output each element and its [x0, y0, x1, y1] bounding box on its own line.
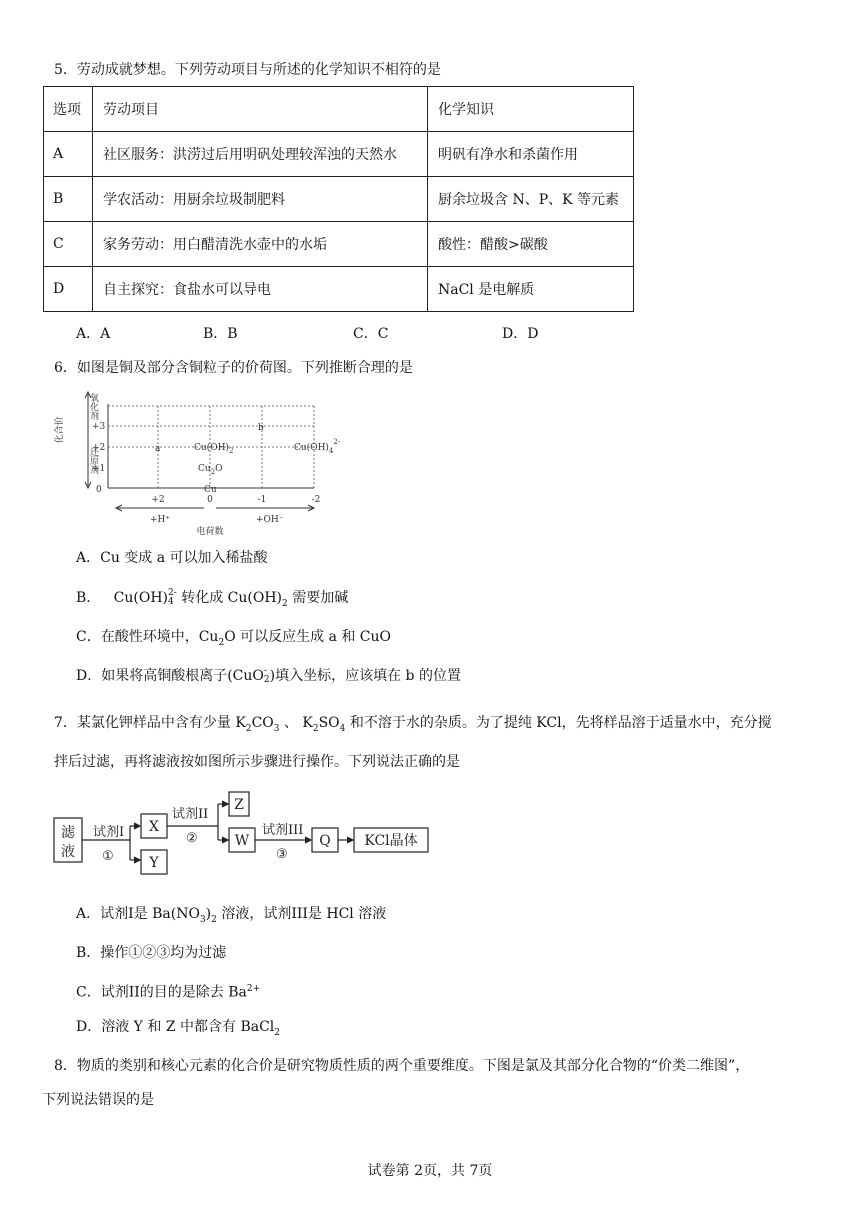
- step1-label: ①: [102, 849, 114, 864]
- table-cell: 酸性：醋酸>碳酸: [428, 222, 634, 267]
- table-cell: NaCl 是电解质: [428, 267, 634, 312]
- q6-valence-charge-diagram: [40, 382, 340, 538]
- step2-label: ②: [186, 831, 198, 846]
- q8-stem-line2: 下列说法错误的是: [42, 1092, 154, 1108]
- table-cell: 社区服务：洪涝过后用明矾处理较浑浊的天然水: [93, 132, 428, 177]
- y-tick-label: 0: [96, 485, 102, 495]
- w-label: W: [234, 833, 250, 849]
- oh-minus-label: +OH⁻: [256, 515, 284, 525]
- table-cell: A: [44, 132, 93, 177]
- h-plus-label: +H⁺: [150, 515, 171, 525]
- q-label: Q: [319, 833, 331, 849]
- x-tick-label: -2: [311, 495, 321, 505]
- x-tick-label: +2: [151, 495, 165, 505]
- y-axis-label: 化合价: [55, 416, 65, 444]
- q7-option-a: A．试剂I是 $Ba(NO_3)_2$ 溶液，试剂III是 HCl 溶液: [76, 906, 387, 925]
- q5-table: [43, 86, 634, 312]
- q6-option-b: B． Cu(OH) 2- 4 转化成 $Cu(OH)_2$ 需要加碱: [76, 588, 349, 609]
- y-tick-label: +2: [92, 443, 106, 453]
- filtrate-label-2: 液: [61, 844, 75, 860]
- table-cell: B: [44, 177, 93, 222]
- point-cuoh4: $Cu(OH)_4^{2-}$: [294, 438, 340, 455]
- q6-option-c: C．在酸性环境中，$Cu_2O$ 可以反应生成 a 和 CuO: [76, 629, 392, 648]
- q6-stem: 6．如图是铜及部分含铜粒子的价荷图。下列推断合理的是: [54, 360, 413, 376]
- table-header-cell: 化学知识: [428, 87, 634, 132]
- table-cell: 家务劳动：用白醋清洗水壶中的水垢: [93, 222, 428, 267]
- q7-stem-line1: 7．某氯化钾样品中含有少量 $K_2CO_3$ 、 $K_2SO_4$ 和不溶于水的杂质。为了提纯 KCl，先将样品溶于适量水中，充分搅: [54, 715, 772, 734]
- z-label: Z: [234, 797, 244, 813]
- kcl-label: KCl晶体: [364, 833, 418, 849]
- x-tick-label: 0: [207, 495, 213, 505]
- point-cu2o: $Cu_2O$: [198, 464, 223, 476]
- q7-option-c: C．试剂II的目的是除去 $Ba^{2+}$: [76, 984, 261, 1001]
- table-row: [44, 177, 634, 222]
- table-row: [44, 87, 634, 132]
- q5-option-c: C．C: [353, 326, 389, 342]
- y-tick-label: +1: [92, 464, 106, 474]
- table-cell: 自主探究：食盐水可以导电: [93, 267, 428, 312]
- table-cell: 明矾有净水和杀菌作用: [428, 132, 634, 177]
- x-axis-label: 电荷数: [196, 527, 224, 537]
- point-b: b: [258, 423, 264, 433]
- reagent3-label: 试剂III: [262, 823, 304, 838]
- q7-option-d: D．溶液 Y 和 Z 中都含有 BaCl$_2$: [76, 1019, 281, 1038]
- x-label: X: [149, 819, 159, 835]
- table-row: [44, 222, 634, 267]
- table-row: [44, 267, 634, 312]
- table-header-cell: 劳动项目: [93, 87, 428, 132]
- reagent2-label: 试剂II: [172, 807, 209, 822]
- table-cell: 厨余垃圾含 N、P、K 等元素: [428, 177, 634, 222]
- q5-stem: 5．劳动成就梦想。下列劳动项目与所述的化学知识不相符的是: [54, 62, 441, 78]
- y-tick-label: +3: [92, 422, 106, 432]
- q6-option-d: D．如果将高铜酸根离子(CuO - 2 )填入坐标，应该填在 b 的位置: [76, 666, 461, 685]
- oxidant-label: 氧化剂: [71, 393, 98, 403]
- q8-stem-line1: 8．物质的类别和核心元素的化合价是研究物质性质的两个重要维度。下图是氯及其部分化合物的“价类二维图”，: [54, 1058, 750, 1074]
- table-row: [44, 132, 634, 177]
- filtrate-label-1: 滤: [61, 825, 75, 841]
- y-label: Y: [149, 855, 159, 871]
- q7-stem-line2: 拌后过滤，再将滤液按如图所示步骤进行操作。下列说法正确的是: [54, 754, 460, 770]
- page-footer: 试卷第 2页，共 7页: [367, 1163, 493, 1179]
- table-cell: D: [44, 267, 93, 312]
- oxidant-label-1: [71, 392, 99, 421]
- q7-flow-diagram: [50, 788, 440, 880]
- point-cuoh2: $Cu(OH)_2$: [194, 443, 234, 455]
- point-a: a: [155, 444, 161, 454]
- point-cu: Cu: [204, 485, 217, 495]
- q5-option-b: B．B: [203, 326, 238, 342]
- table-cell: 学农活动：用厨余垃圾制肥料: [93, 177, 428, 222]
- reductant-label: 还原剂: [71, 447, 98, 457]
- step3-label: ③: [276, 847, 288, 862]
- q5-option-d: D．D: [502, 326, 539, 342]
- table-header-cell: 选项: [44, 87, 93, 132]
- q7-option-b: B．操作①②③均为过滤: [76, 945, 227, 961]
- q5-option-a: A．A: [76, 326, 111, 342]
- reagent1-label: 试剂I: [93, 825, 125, 840]
- q6-option-a: A．Cu 变成 a 可以加入稀盐酸: [76, 550, 268, 566]
- table-cell: C: [44, 222, 93, 267]
- x-tick-label: -1: [257, 495, 267, 505]
